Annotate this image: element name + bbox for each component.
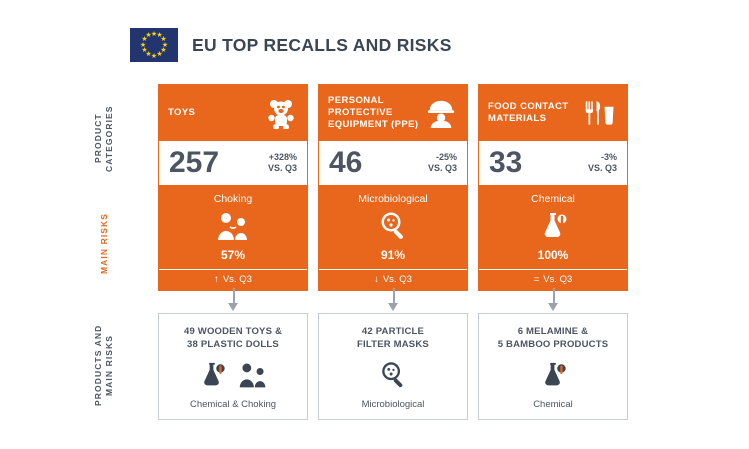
delta-block — [588, 152, 617, 174]
eu-star-icon: ★ — [156, 31, 163, 39]
eu-star-icon: ★ — [150, 52, 158, 60]
flow-arrow-icon — [318, 288, 468, 314]
trend-arrow-icon: = — [533, 274, 540, 285]
trend-label: Vs. Q3 — [382, 274, 412, 285]
eu-flag-icon — [130, 28, 178, 62]
product-card-ppe — [318, 313, 468, 420]
eu-star-icon: ★ — [141, 36, 148, 43]
recall-count: 33 — [489, 146, 523, 179]
main-risk-band — [479, 186, 627, 290]
category-card-toys — [158, 84, 308, 291]
category-card-food-contact — [478, 84, 628, 291]
category-name: TOYS — [168, 107, 196, 118]
risk-percentage: 57% — [220, 248, 246, 262]
recall-count: 46 — [329, 146, 363, 179]
product-line-1: 42 PARTICLE — [361, 326, 425, 337]
choking-child-icon — [159, 206, 307, 246]
product-line-2: 38 PLASTIC DOLLS — [187, 339, 279, 350]
delta-value: -25% — [435, 152, 457, 162]
teddy-bear-icon — [264, 96, 298, 130]
flow-arrow-icon — [478, 288, 628, 314]
product-title — [351, 325, 435, 351]
chemical-flask-icon — [479, 206, 627, 246]
page-title: EU TOP RECALLS AND RISKS — [192, 34, 452, 55]
trend-label: Vs. Q3 — [543, 274, 573, 285]
product-card-food-contact — [478, 313, 628, 420]
chemical-flask-icon — [197, 360, 227, 390]
risk-trend — [479, 269, 627, 285]
main-risk-band — [319, 186, 467, 290]
hard-hat-worker-icon — [424, 96, 458, 130]
delta-period: VS. Q3 — [587, 163, 617, 173]
delta-period: VS. Q3 — [427, 163, 457, 173]
eu-star-icon: ★ — [160, 47, 167, 54]
delta-period: VS. Q3 — [267, 163, 297, 173]
product-risk-label: Microbiological — [361, 399, 425, 410]
main-risk-band — [159, 186, 307, 290]
eu-star-icon: ★ — [160, 36, 167, 43]
delta-value: -3% — [600, 152, 617, 162]
product-icon-group — [377, 351, 409, 399]
product-line-1: 49 WOODEN TOYS & — [183, 326, 283, 337]
product-icon-group — [538, 351, 568, 399]
category-name: FOOD CONTACT MATERIALS — [488, 101, 569, 124]
delta-value: +328% — [268, 152, 297, 162]
eu-star-icon: ★ — [145, 31, 152, 39]
risk-trend — [159, 269, 307, 285]
category-name: PERSONAL PROTECTIVE EQUIPMENT (PPE) — [328, 95, 419, 130]
cutlery-cup-icon — [584, 96, 618, 130]
eu-star-icon: ★ — [141, 47, 148, 54]
risk-percentage: 100% — [537, 248, 569, 262]
category-header — [159, 85, 307, 141]
trend-arrow-icon: ↑ — [214, 274, 219, 285]
choking-child-icon — [237, 360, 269, 390]
product-risk-label: Chemical — [533, 399, 573, 410]
risk-name: Chemical — [531, 193, 575, 205]
eu-star-icon: ★ — [150, 30, 158, 38]
eu-star-icon: ★ — [139, 41, 147, 49]
eu-star-icon: ★ — [161, 41, 169, 49]
product-icon-group — [197, 351, 269, 399]
magnifier-microbe-icon — [377, 359, 409, 391]
product-line-2: FILTER MASKS — [357, 339, 429, 350]
count-row — [479, 141, 627, 186]
risk-name: Microbiological — [358, 193, 428, 205]
product-risk-label: Chemical & Choking — [189, 399, 277, 410]
risk-name: Choking — [213, 193, 253, 205]
header — [130, 28, 452, 62]
product-line-1: 6 MELAMINE & — [517, 326, 589, 337]
eu-star-icon: ★ — [145, 51, 152, 59]
chemical-flask-icon — [538, 360, 568, 390]
category-header — [319, 85, 467, 141]
risk-percentage: 91% — [380, 248, 406, 262]
axis-label-products-and-main-risks: PRODUCTS AND MAIN RISKS — [93, 324, 114, 406]
magnifier-microbe-icon — [319, 206, 467, 246]
category-header — [479, 85, 627, 141]
count-row — [319, 141, 467, 186]
axis-label-product-categories: PRODUCT CATEGORIES — [93, 105, 114, 172]
product-title — [178, 325, 288, 351]
risk-trend — [319, 269, 467, 285]
delta-block — [268, 152, 297, 174]
trend-arrow-icon: ↓ — [374, 274, 379, 285]
eu-star-icon: ★ — [156, 51, 163, 59]
product-line-2: 5 BAMBOO PRODUCTS — [497, 339, 609, 350]
trend-label: Vs. Q3 — [222, 274, 252, 285]
recall-count: 257 — [169, 146, 220, 179]
delta-block — [428, 152, 457, 174]
count-row — [159, 141, 307, 186]
product-title — [492, 325, 615, 351]
flow-arrow-icon — [158, 288, 308, 314]
product-card-toys — [158, 313, 308, 420]
category-card-ppe — [318, 84, 468, 291]
axis-label-main-risks: MAIN RISKS — [99, 212, 109, 275]
